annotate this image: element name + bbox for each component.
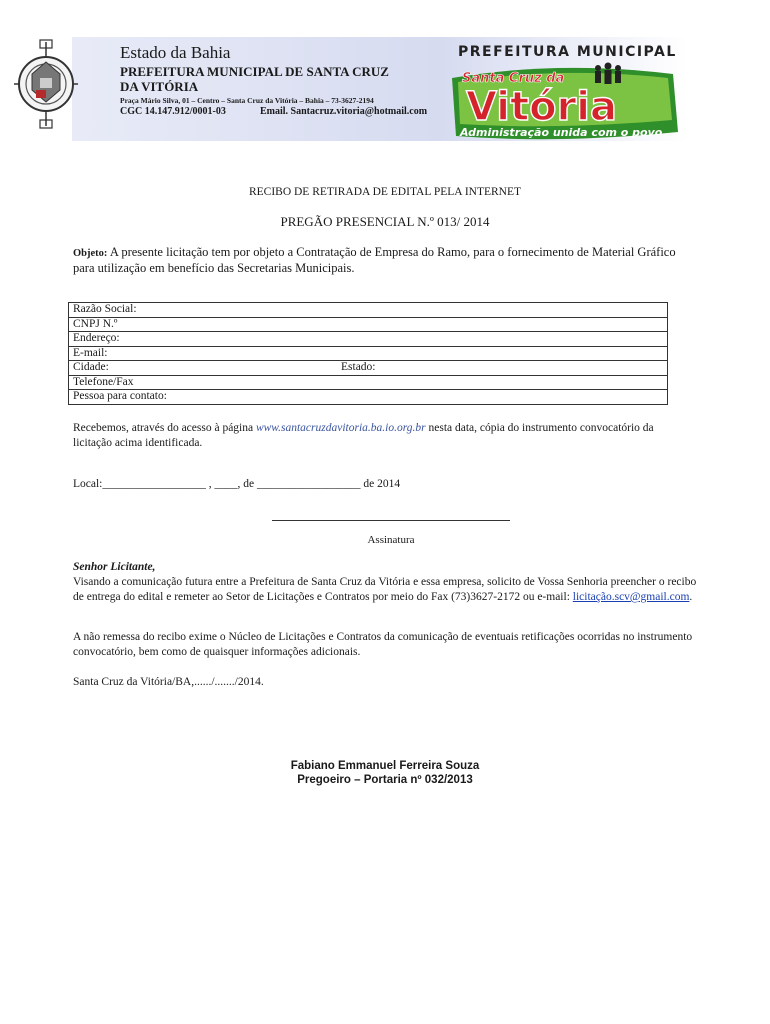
table-row <box>69 361 668 376</box>
table-row <box>69 317 668 332</box>
signatory-role: Pregoeiro – Portaria nº 032/2013 <box>297 774 473 786</box>
field-endereco[interactable]: Endereço: <box>69 332 668 347</box>
document-title: RECIBO DE RETIRADA DE EDITAL PELA INTERNET <box>248 186 522 198</box>
header-cgc: CGC 14.147.912/0001-03 <box>120 106 226 117</box>
logo-top-text: PREFEITURA MUNICIPAL <box>458 44 677 60</box>
field-cnpj[interactable]: CNPJ N.º <box>69 317 668 332</box>
place-date: Santa Cruz da Vitória/BA,....../......./2014. <box>73 676 264 688</box>
document-subtitle: PREGÃO PRESENCIAL N.º 013/ 2014 <box>280 214 490 229</box>
objeto-text: A presente licitação tem por objeto a Contratação de Empresa do Ramo, para o fornecimento de Material Gráfico para utilização em benefício das Secretarias Municipais. <box>73 245 676 275</box>
licitacao-email-link[interactable]: licitação.scv@gmail.com <box>572 591 690 603</box>
prefeitura-line2: DA VITÓRIA <box>120 79 199 94</box>
logo-slogan: Administração unida com o povo <box>460 126 663 139</box>
receipt-text-after: nesta data, cópia do instrumento convocatório da licitação acima identificada. <box>73 422 654 449</box>
logo-city-big: Vitória <box>466 84 617 130</box>
logo-city-small: Santa Cruz da <box>462 71 565 86</box>
city-logo <box>448 42 683 142</box>
field-estado[interactable]: Estado: <box>337 361 668 376</box>
objeto-paragraph <box>73 245 693 276</box>
header-address: Praça Mário Silva, 01 – Centro – Santa Cruz da Vitória – Bahia – 73-3627-2194 <box>120 96 374 105</box>
table-row <box>69 375 668 390</box>
prefeitura-name <box>120 64 430 94</box>
local-date-line[interactable]: Local:__________________ , ____, de __________________ de 2014 <box>73 478 401 490</box>
city-website-link[interactable]: www.santacruzdavitoria.ba.io.org.br <box>255 422 426 434</box>
table-row <box>69 346 668 361</box>
field-email[interactable]: E-mail: <box>69 346 668 361</box>
notice-text: Visando a comunicação futura entre a Prefeitura de Santa Cruz da Vitória e essa empresa, solicito de Vossa Senhoria preencher o recibo de entrega do edital e remeter ao Setor de Licitações e Contratos por meio do Fax (73)3627-2172 ou e-mail: <box>73 576 697 603</box>
notice-paragraph-2: A não remessa do recibo exime o Núcleo de Licitações e Contratos da comunicação de eventuais retificações ocorridas no instrumento convocatório, bem como de quaisquer informações adicionais. <box>73 631 693 658</box>
salutation: Senhor Licitante, <box>73 561 156 573</box>
field-cidade[interactable]: Cidade: <box>69 361 338 376</box>
field-razao-social[interactable]: Razão Social: <box>69 303 668 318</box>
signature-label: Assinatura <box>367 534 415 546</box>
header-email: Email. Santacruz.vitoria@hotmail.com <box>260 106 428 117</box>
bidder-info-table <box>68 302 668 405</box>
municipal-crest-icon <box>10 38 82 130</box>
prefeitura-line1: PREFEITURA MUNICIPAL DE SANTA CRUZ <box>120 64 389 79</box>
receipt-text-before: Recebemos, através do acesso à página <box>73 422 256 434</box>
notice-paragraph-1 <box>73 575 703 605</box>
state-name: Estado da Bahia <box>120 43 231 62</box>
signature-line[interactable] <box>272 520 510 521</box>
field-pessoa-contato[interactable]: Pessoa para contato: <box>69 390 668 405</box>
notice-period: . <box>689 591 693 603</box>
signatory-name: Fabiano Emmanuel Ferreira Souza <box>290 760 480 772</box>
field-telefone[interactable]: Telefone/Fax <box>69 375 668 390</box>
table-row <box>69 332 668 347</box>
logo-graphic <box>448 60 683 142</box>
receipt-paragraph <box>73 421 683 451</box>
table-row <box>69 303 668 318</box>
objeto-label: Objeto: <box>73 248 108 259</box>
table-row <box>69 390 668 405</box>
